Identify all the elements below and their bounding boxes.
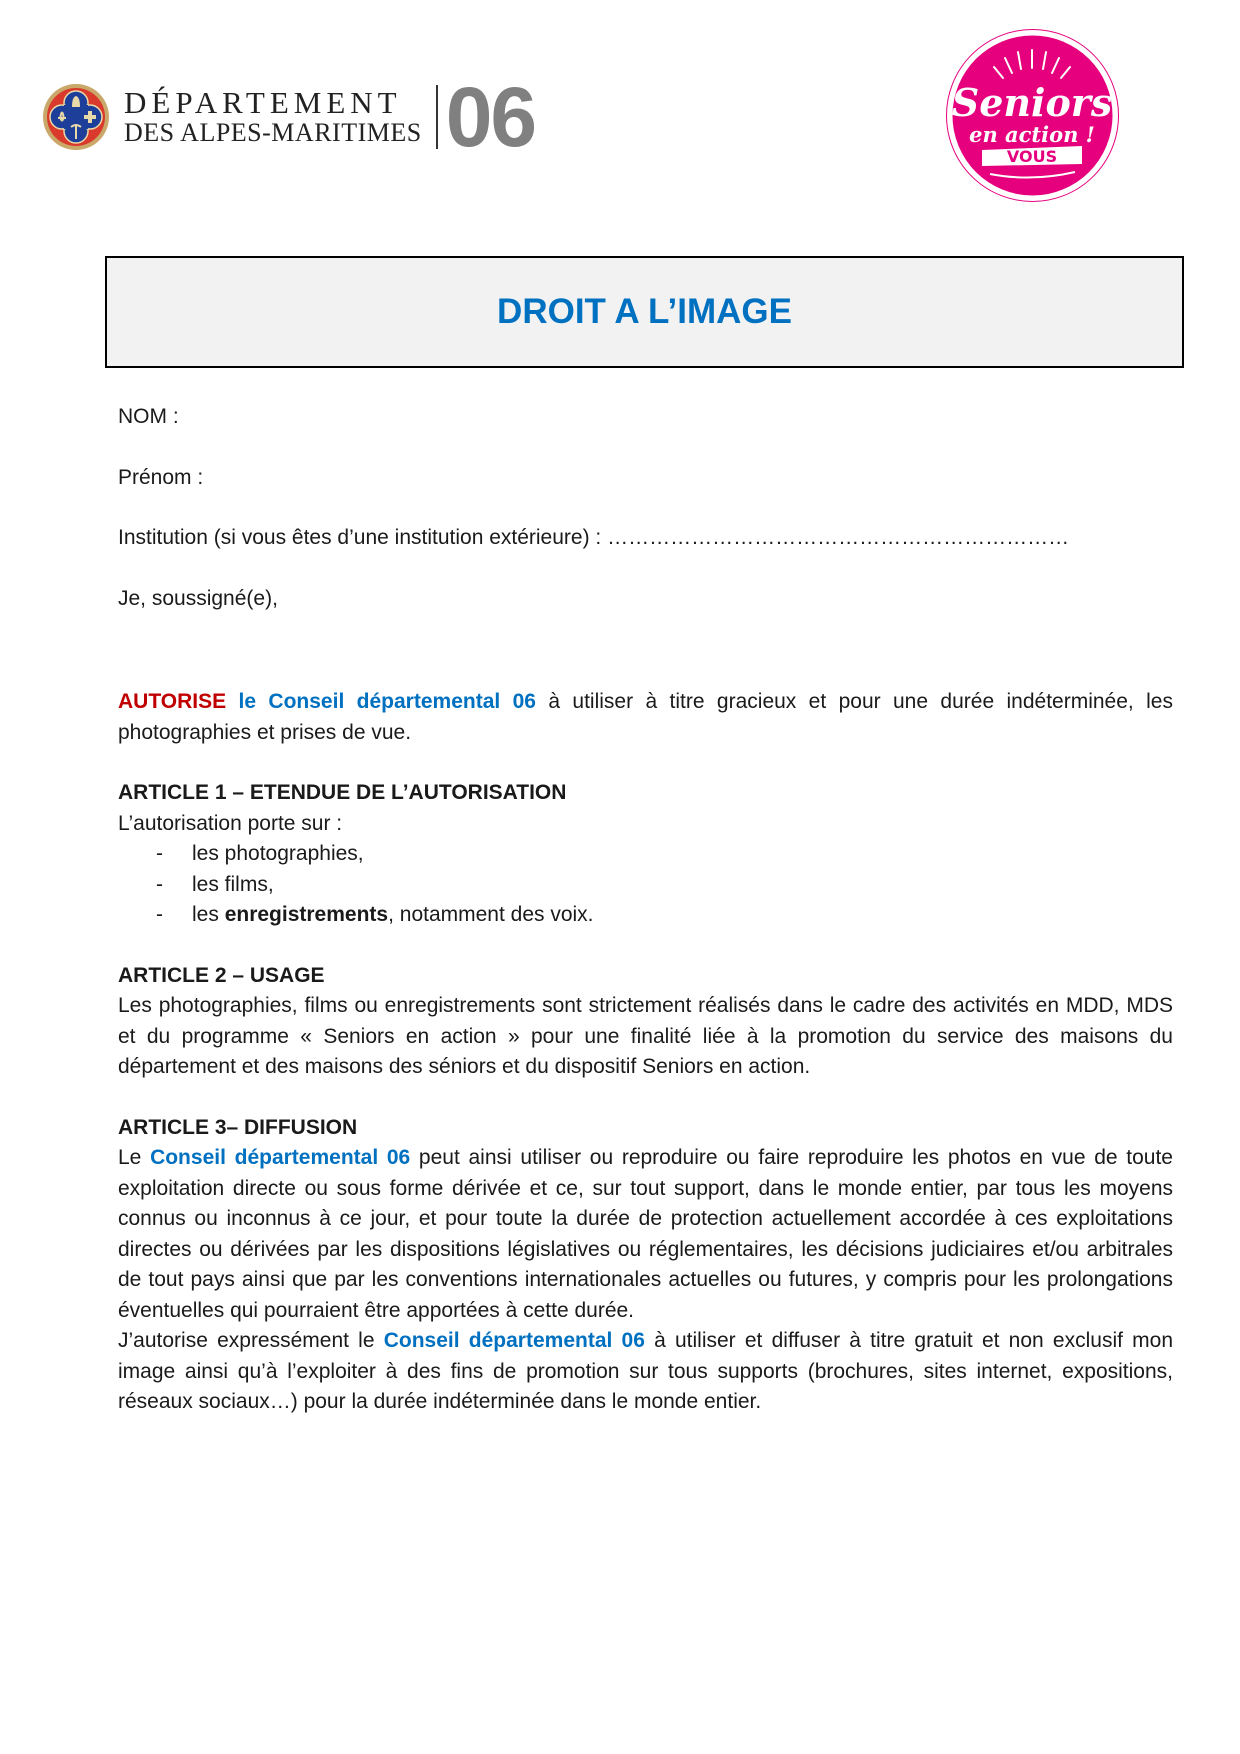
nom-field[interactable] bbox=[118, 402, 1173, 433]
list-item-bold: enregistrements bbox=[224, 903, 389, 926]
dash-bullet: - bbox=[156, 872, 163, 896]
department-name-line2: DES ALPES-MARITIMES bbox=[124, 118, 422, 147]
document-body bbox=[118, 402, 1173, 1418]
authorization-rest: à utiliser à titre gracieux et pour une durée indéterminée, les photographies et prises de vue. bbox=[118, 690, 1173, 744]
nom-label: NOM : bbox=[118, 405, 179, 428]
article-3 bbox=[118, 1113, 1173, 1418]
list-item-text: les films, bbox=[192, 872, 274, 896]
department-number: 06 bbox=[445, 70, 536, 164]
article-1 bbox=[118, 778, 1173, 931]
article-3-paragraph-1 bbox=[118, 1143, 1173, 1326]
document-title: DROIT A L’IMAGE bbox=[497, 292, 792, 331]
department-name-line1: DÉPARTEMENT bbox=[124, 85, 402, 120]
coat-of-arms-icon bbox=[42, 83, 110, 151]
article-2 bbox=[118, 961, 1173, 1083]
article-1-title: ARTICLE 1 – ETENDUE DE L’AUTORISATION bbox=[118, 781, 567, 804]
list-item-suffix: , notamment des voix. bbox=[388, 903, 594, 926]
article-1-intro: L’autorisation porte sur : bbox=[118, 811, 343, 835]
seniors-en-action-logo bbox=[945, 28, 1120, 203]
list-item bbox=[118, 900, 1173, 931]
article-3-p1-rest: peut ainsi utiliser ou reproduire ou faire reproduire les photos en vue de toute exploitation directe ou sous forme dérivée et ce, sur tout support, dans le monde entier, par tous les moyens connus ou inconnus à ce jour, et pour toute la durée de protection actuellement accordée à ces exploitations directes ou dérivées par les dispositions législatives ou réglementaires, les décisions judiciaires et/ou arbitrales de tout pays ainsi que par les conventions internationales actuelles ou futures, y compris pour les prolongations éventuelles qui pourraient être apportées à cette durée. bbox=[118, 1146, 1173, 1322]
authorization-paragraph bbox=[118, 687, 1173, 748]
dash-bullet: - bbox=[156, 903, 163, 926]
article-3-p1-prefix: Le bbox=[118, 1146, 151, 1169]
article-3-title: ARTICLE 3– DIFFUSION bbox=[118, 1115, 358, 1139]
title-box bbox=[105, 256, 1184, 368]
institution-label: Institution (si vous êtes d’une institution extérieure) : bbox=[118, 526, 602, 549]
list-item bbox=[118, 839, 1173, 870]
list-item-text: les photographies, bbox=[192, 842, 364, 865]
prenom-field[interactable] bbox=[118, 463, 1173, 494]
list-item bbox=[118, 870, 1173, 901]
authorization-entity: le Conseil départemental 06 bbox=[238, 690, 536, 713]
seniors-logo-line1: Seniors bbox=[951, 80, 1113, 125]
authorization-verb: AUTORISE bbox=[118, 690, 227, 713]
logo-divider bbox=[436, 85, 438, 149]
article-2-text: Les photographies, films ou enregistrements sont strictement réalisés dans le cadre des activités en MDD, MDS et du programme « Seniors en action » pour une finalité liée à la promotion du service des maisons du département et des maisons des séniors et du dispositif Seniors en action. bbox=[118, 994, 1173, 1078]
soussigne-text: Je, soussigné(e), bbox=[118, 586, 278, 610]
prenom-label: Prénom : bbox=[118, 465, 204, 489]
list-item-prefix: les bbox=[192, 903, 225, 926]
article-1-list bbox=[118, 839, 1173, 931]
seniors-logo-badge: VOUS bbox=[1006, 147, 1058, 166]
article-3-p2-entity: Conseil départemental 06 bbox=[383, 1329, 645, 1352]
article-2-title: ARTICLE 2 – USAGE bbox=[118, 963, 325, 987]
article-3-p1-entity: Conseil départemental 06 bbox=[150, 1146, 411, 1169]
dash-bullet: - bbox=[156, 842, 163, 865]
article-3-paragraph-2 bbox=[118, 1326, 1173, 1418]
department-logo bbox=[42, 70, 536, 164]
article-3-p2-prefix: J’autorise expressément le bbox=[118, 1329, 384, 1352]
article-3-p2-rest: à utiliser et diffuser à titre gratuit et non exclusif mon image ainsi qu’à l’exploiter à des fins de promotion sur tous supports (brochures, sites internet, expositions, réseaux sociaux…) pour la durée indéterminée dans le monde entier. bbox=[118, 1329, 1173, 1413]
institution-field[interactable] bbox=[118, 523, 1173, 554]
seniors-logo-line2: en action ! bbox=[969, 122, 1095, 147]
soussigne-line bbox=[118, 584, 1173, 615]
institution-dots: ………………………………………………………… bbox=[607, 526, 1070, 549]
